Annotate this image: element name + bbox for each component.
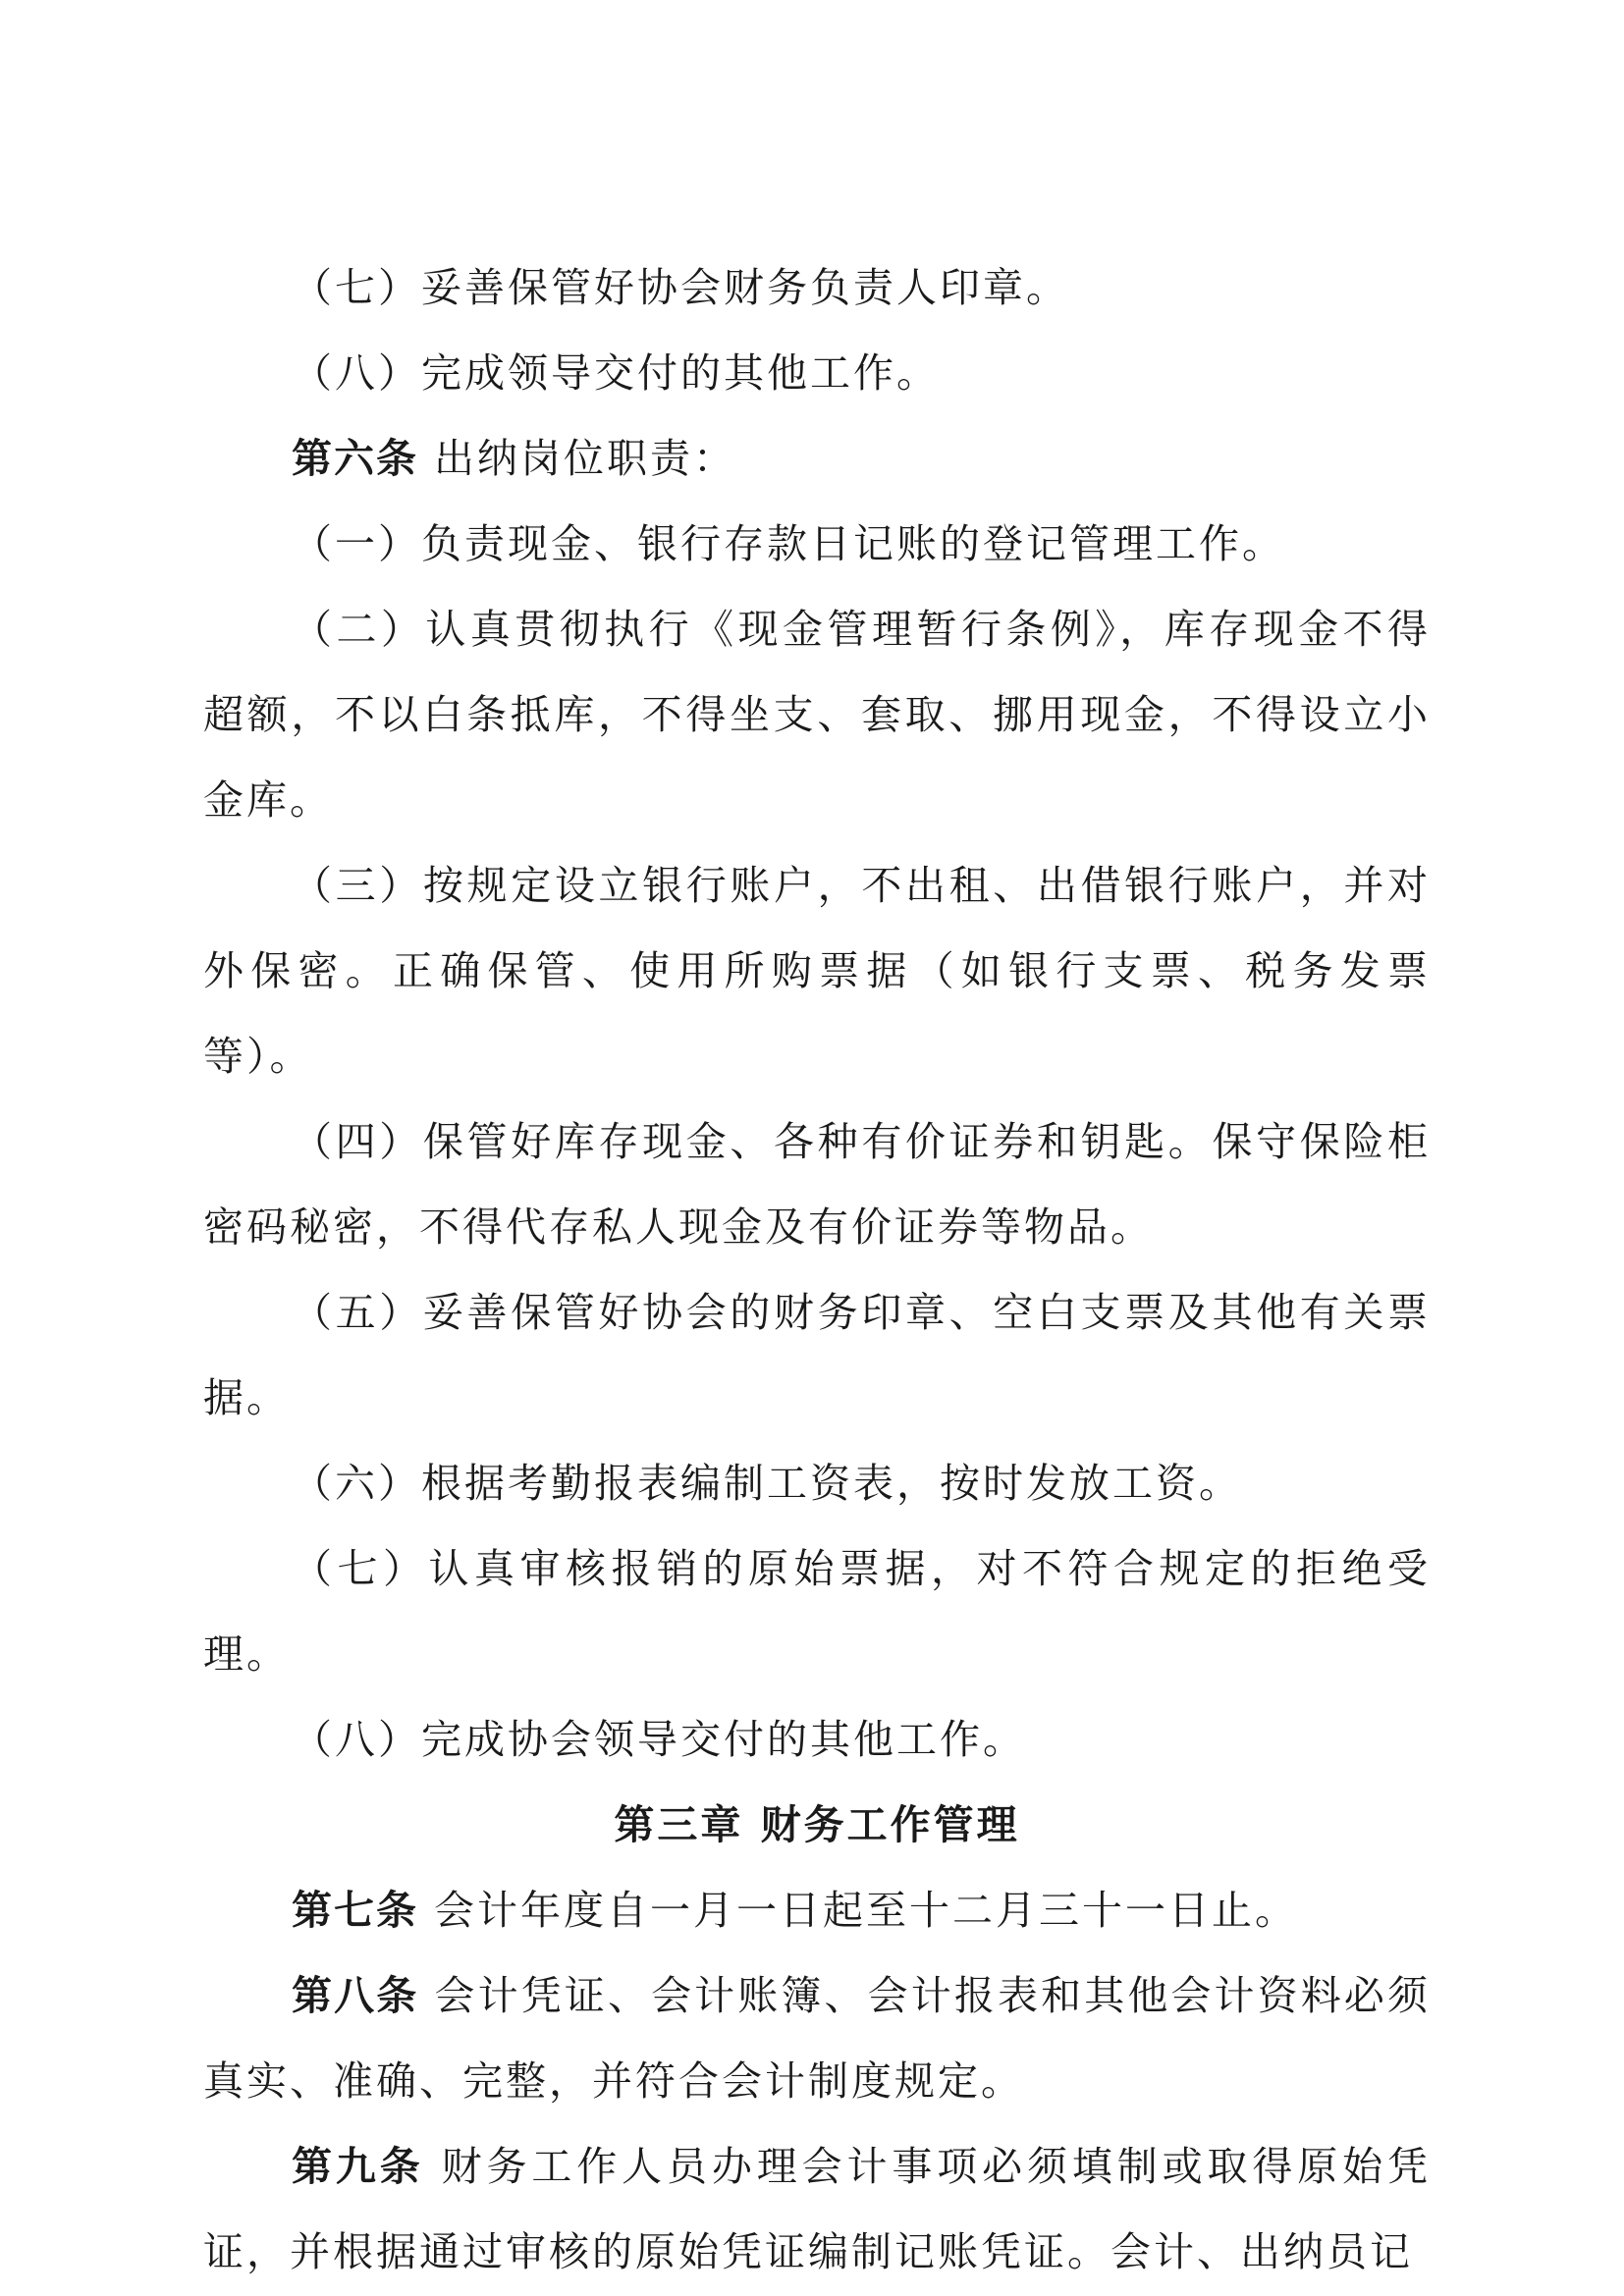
cashier-duty-6 bbox=[203, 1441, 1431, 1526]
paragraph-text: 会计凭证、会计账簿、会计报表和其他会计资料必须真实、准确、完整，并符合会计制度规定。 bbox=[203, 1972, 1431, 2105]
document-body bbox=[203, 245, 1431, 2295]
paragraph-text: 出纳岗位职责： bbox=[434, 435, 737, 482]
paragraph-text: （四）保管好库存现金、各种有价证券和钥匙。保守保险柜密码秘密，不得代存私人现金及有价证券等物品。 bbox=[203, 1118, 1431, 1251]
paragraph-item-8-other-work bbox=[203, 331, 1431, 416]
article-number: 第六条 bbox=[292, 435, 418, 482]
paragraph-text: 会计年度自一月一日起至十二月三十一日止。 bbox=[434, 1887, 1299, 1934]
article-7 bbox=[203, 1868, 1431, 1953]
cashier-duty-7 bbox=[203, 1526, 1431, 1697]
paragraph-item-7-seal bbox=[203, 245, 1431, 331]
cashier-duty-3 bbox=[203, 843, 1431, 1099]
article-number: 第七条 bbox=[292, 1887, 418, 1934]
article-6 bbox=[203, 416, 1431, 502]
cashier-duty-8 bbox=[203, 1697, 1431, 1783]
paragraph-text: （一）负责现金、银行存款日记账的登记管理工作。 bbox=[292, 520, 1285, 567]
paragraph-text: （七）妥善保管好协会财务负责人印章。 bbox=[292, 264, 1069, 311]
paragraph-text: （六）根据考勤报表编制工资表，按时发放工资。 bbox=[292, 1460, 1242, 1507]
cashier-duty-1 bbox=[203, 502, 1431, 587]
cashier-duty-2 bbox=[203, 587, 1431, 843]
paragraph-text: 财务工作人员办理会计事项必须填制或取得原始凭证，并根据通过审核的原始凭证编制记账凭证。会计、出纳员记 bbox=[203, 2143, 1432, 2275]
cashier-duty-4 bbox=[203, 1099, 1431, 1270]
paragraph-text: （三）按规定设立银行账户，不出租、出借银行账户，并对外保密。正确保管、使用所购票据（如银行支票、税务发票等）。 bbox=[203, 862, 1431, 1080]
cashier-duty-5 bbox=[203, 1270, 1431, 1441]
paragraph-text: （八）完成协会领导交付的其他工作。 bbox=[292, 1716, 1026, 1763]
article-number: 第九条 bbox=[292, 2143, 424, 2190]
paragraph-text: （五）妥善保管好协会的财务印章、空白支票及其他有关票据。 bbox=[203, 1289, 1431, 1421]
article-number: 第八条 bbox=[292, 1972, 419, 2019]
paragraph-text: （八）完成领导交付的其他工作。 bbox=[292, 349, 940, 397]
paragraph-text: （二）认真贯彻执行《现金管理暂行条例》，库存现金不得超额，不以白条抵库，不得坐支、套取、挪用现金，不得设立小金库。 bbox=[203, 606, 1431, 824]
article-9 bbox=[203, 2124, 1431, 2295]
chapter-title: 第三章 财务工作管理 bbox=[614, 1801, 1020, 1848]
article-8 bbox=[203, 1953, 1431, 2124]
paragraph-text: （七）认真审核报销的原始票据，对不符合规定的拒绝受理。 bbox=[203, 1545, 1431, 1678]
